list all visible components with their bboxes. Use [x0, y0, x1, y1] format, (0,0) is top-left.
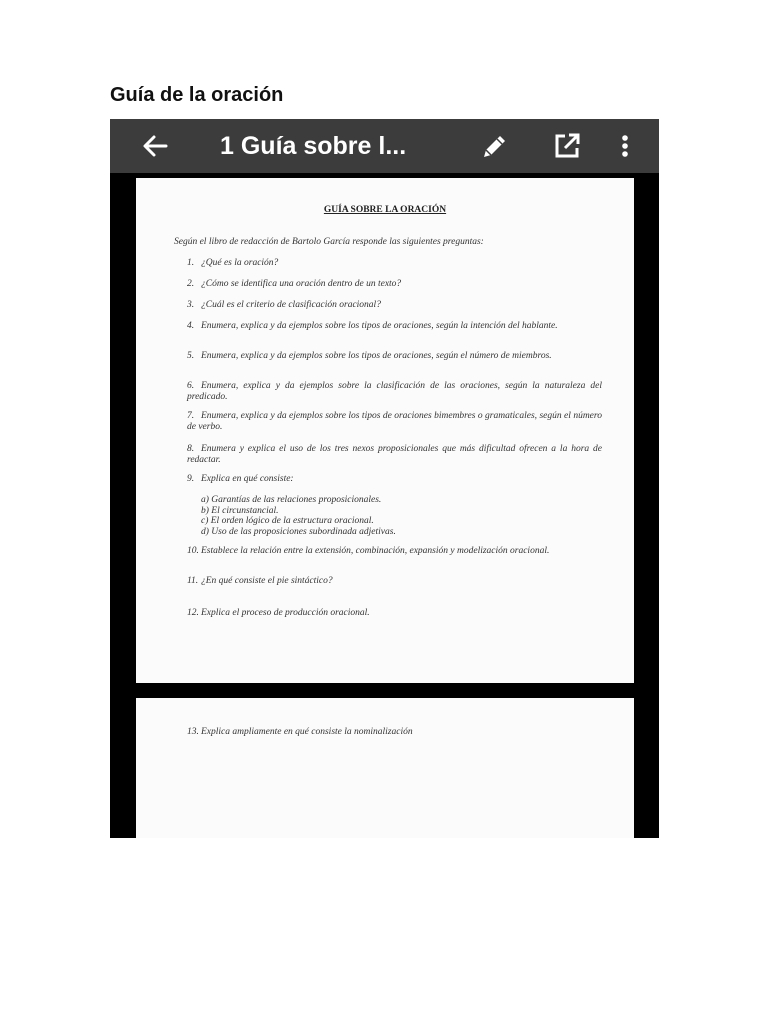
question-number: 10. — [187, 546, 199, 556]
question-number: 2. — [187, 279, 195, 289]
question-13 — [187, 727, 602, 738]
question-number: 11. — [187, 576, 199, 586]
question-number: 5. — [187, 351, 195, 361]
intro-text: Según el libro de redacción de Bartolo García responde las siguientes preguntas: — [174, 237, 484, 247]
sub-item-b: b) El circunstancial. — [201, 505, 279, 516]
question-text: Enumera, explica y da ejemplos sobre los tipos de oraciones bimembres o gramaticales, según el número de verbo. — [187, 411, 602, 432]
question-number: 3. — [187, 300, 195, 310]
sub-item-a: a) Garantías de las relaciones proposicionales. — [201, 495, 382, 505]
question-text: Enumera, explica y da ejemplos sobre los tipos de oraciones, según el número de miembros. — [201, 351, 552, 361]
question-2 — [187, 279, 602, 290]
question-5 — [187, 351, 602, 362]
question-text: Establece la relación entre la extensión, combinación, expansión y modelización oracional. — [201, 546, 550, 556]
question-text: ¿Qué es la oración? — [201, 258, 279, 268]
question-text: ¿En qué consiste el pie sintáctico? — [201, 576, 333, 586]
question-text: ¿Cómo se identifica una oración dentro de un texto? — [201, 279, 402, 289]
open-external-icon[interactable] — [550, 129, 584, 163]
question-text: Enumera, explica y da ejemplos sobre la clasificación de las oraciones, según la naturaleza del predicado. — [187, 381, 602, 402]
question-text: Explica ampliamente en qué consiste la nominalización — [201, 727, 413, 737]
question-number: 6. — [187, 381, 195, 391]
question-number: 9. — [187, 474, 195, 484]
app-bar — [110, 119, 659, 173]
pencil-icon[interactable] — [478, 129, 512, 163]
question-6 — [187, 381, 602, 402]
document-page-1 — [136, 178, 634, 683]
question-text: Enumera, explica y da ejemplos sobre los tipos de oraciones, según la intención del hablante. — [201, 321, 558, 331]
sub-item-d: d) Uso de las proposiciones subordinada adjetivas. — [201, 526, 396, 537]
question-11 — [187, 576, 602, 587]
question-9 — [187, 474, 602, 485]
question-10 — [187, 546, 602, 557]
question-number: 8. — [187, 444, 195, 454]
question-text: Explica el proceso de producción oracional. — [201, 608, 370, 618]
question-4 — [187, 321, 602, 332]
app-title: 1 Guía sobre l... — [220, 132, 407, 160]
sub-item-c: c) El orden lógico de la estructura oracional. — [201, 516, 374, 527]
question-8 — [187, 444, 602, 465]
question-number: 7. — [187, 411, 195, 421]
phone-screenshot — [110, 119, 659, 838]
question-text: Explica en qué consiste: — [201, 474, 294, 484]
more-vertical-icon[interactable] — [608, 129, 642, 163]
question-number: 12. — [187, 608, 199, 618]
question-number: 13. — [187, 727, 199, 737]
arrow-back-icon[interactable] — [138, 129, 172, 163]
question-number: 1. — [187, 258, 195, 268]
question-9-sub-items — [201, 495, 601, 537]
question-7 — [187, 411, 602, 432]
question-text: ¿Cuál es el criterio de clasificación oracional? — [201, 300, 381, 310]
page-heading: GUÍA SOBRE LA ORACIÓN — [323, 205, 447, 215]
question-number: 4. — [187, 321, 195, 331]
document-title: Guía de la oración — [110, 84, 284, 106]
question-3 — [187, 300, 602, 311]
question-12 — [187, 608, 602, 619]
question-text: Enumera y explica el uso de los tres nexos proposicionales que más dificultad ofrecen a la hora de redactar. — [187, 444, 602, 465]
document-page-2 — [136, 698, 634, 838]
question-1 — [187, 258, 602, 269]
